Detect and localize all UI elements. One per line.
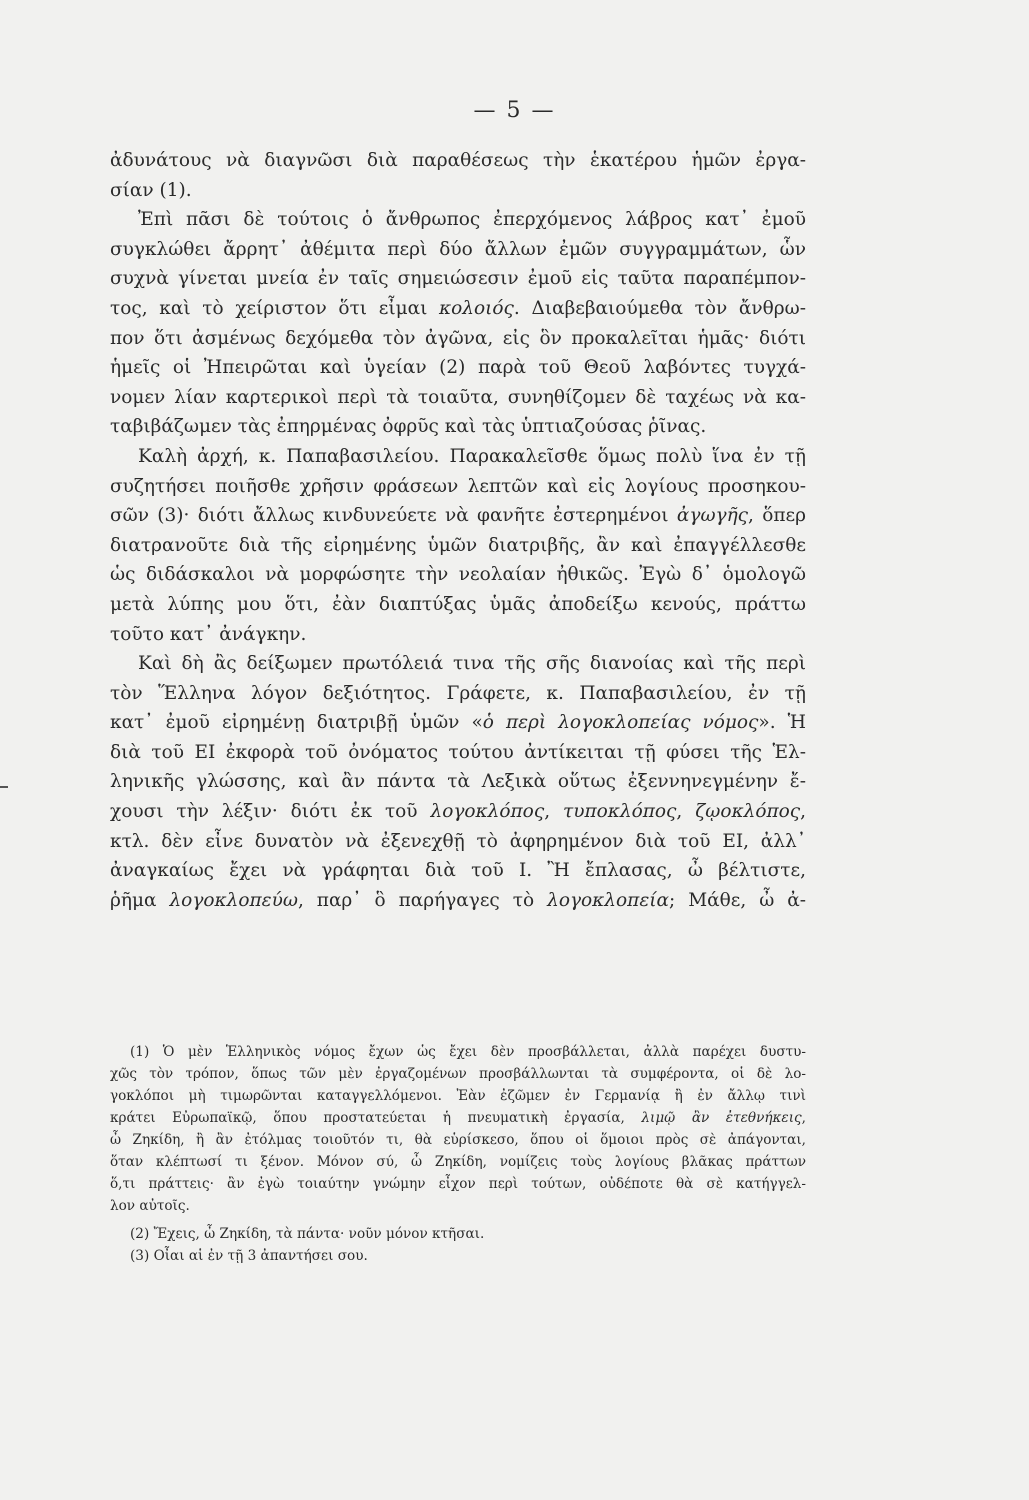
footnote-line: κράτει Εὐρωπαϊκῷ, ὅπου προστατεύεται ἡ πνευματικὴ ἐργασία, λιμῷ ἂν ἐτεθνήκεις, bbox=[110, 1110, 806, 1126]
text-line: τὸν Ἕλληνα λόγον δεξιότητος. Γράφετε, κ. Παπαβασιλείου, ἐν τῇ bbox=[110, 682, 806, 704]
text-line: ῥῆμα λογοκλοπεύω, παρ᾽ ὃ παρήγαγες τὸ λογοκλοπεία; Μάθε, ὦ ἀ- bbox=[110, 889, 806, 911]
text-line: Καλὴ ἀρχή, κ. Παπαβασιλείου. Παρακαλεῖσθε ὅμως πολὺ ἵνα ἐν τῇ bbox=[138, 445, 806, 467]
text-line: νομεν λίαν καρτερικοὶ περὶ τὰ τοιαῦτα, συνηθίζομεν δὲ ταχέως νὰ κα- bbox=[110, 386, 806, 408]
italic-text: ἀγωγῆς bbox=[676, 505, 749, 527]
text-line: μετὰ λύπης μου ὅτι, ἐὰν διαπτύξας ὑμᾶς ἀποδείξω κενούς, πράττω bbox=[110, 593, 806, 615]
text-line: πον ὅτι ἀσμένως δεχόμεθα τὸν ἀγῶνα, εἰς ὃν προκαλεῖται ἡμᾶς· διότι bbox=[110, 327, 806, 349]
italic-text: κολοιός bbox=[439, 297, 514, 319]
italic-text: λογοκλοπεία bbox=[547, 889, 669, 911]
footnote-line: (3) Οἶαι αἱ ἐν τῇ 3 ἀπαντήσει σου. bbox=[130, 1248, 368, 1264]
text-line: τος, καὶ τὸ χείριστον ὅτι εἶμαι κολοιός. Διαβεβαιούμεθα τὸν ἄνθρω- bbox=[110, 297, 806, 319]
text-line: σίαν (1). bbox=[110, 179, 192, 201]
text-line: συζητήσει ποιῆσθε χρῆσιν φράσεων λεπτῶν καὶ εἰς λογίους προσηκου- bbox=[110, 475, 806, 497]
text-line: διὰ τοῦ ΕΙ ἐκφορὰ τοῦ ὀνόματος τούτου ἀντίκειται τῇ φύσει τῆς Ἑλ- bbox=[110, 741, 806, 763]
text-line: συγκλώθει ἄρρητ᾽ ἀθέμιτα περὶ δύο ἄλλων ἐμῶν συγγραμμάτων, ὧν bbox=[110, 238, 806, 260]
text-line: κατ᾽ ἐμοῦ εἰρημένῃ διατριβῇ ὑμῶν «ὁ περὶ λογοκλοπείας νόμος». Ἡ bbox=[110, 712, 807, 734]
italic-text: λογοκλόπος bbox=[430, 801, 545, 823]
footnote-line: ὦ Ζηκίδη, ἢ ἂν ἐτόλμας τοιοῦτόν τι, θὰ εὑρίσκεσο, ὅπου οἱ ὅμοιοι πρὸς σὲ ἀπάγονται, bbox=[110, 1132, 806, 1148]
text-line: ἀναγκαίως ἔχει νὰ γράφηται διὰ τοῦ Ι. Ἢ ἔπλασας, ὦ βέλτιστε, bbox=[110, 860, 806, 882]
text-line: ἡμεῖς οἱ Ἠπειρῶται καὶ ὑγείαν (2) παρὰ τοῦ Θεοῦ λαβόντες τυγχά- bbox=[110, 357, 806, 379]
text-line: ληνικῆς γλώσσης, καὶ ἂν πάντα τὰ Λεξικὰ οὕτως ἐξεννηνεγμένην ἔ- bbox=[110, 771, 806, 793]
italic-text: τυποκλόπος bbox=[562, 801, 677, 823]
text-line: Ἐπὶ πᾶσι δὲ τούτοις ὁ ἄνθρωπος ἐπερχόμενος λάβρος κατ᾽ ἐμοῦ bbox=[138, 209, 806, 231]
text-line: Καὶ δὴ ἂς δείξωμεν πρωτόλειά τινα τῆς σῆς διανοίας καὶ τῆς περὶ bbox=[138, 653, 806, 675]
footnote-line: (2) Ἔχεις, ὦ Ζηκίδη, τὰ πάντα· νοῦν μόνον κτῆσαι. bbox=[130, 1226, 485, 1242]
text-line: σῶν (3)· διότι ἄλλως κινδυνεύετε νὰ φανῆτε ἐστερημένοι ἀγωγῆς, ὅπερ bbox=[110, 505, 806, 527]
footnote-line: χῶς τὸν τρόπον, ὅπως τῶν μὲν ἐργαζομένων προσβάλλωνται τὰ συμφέροντα, οἱ δὲ λο- bbox=[110, 1066, 806, 1082]
footnote-line: λον αὐτοῖς. bbox=[110, 1198, 190, 1214]
body-text bbox=[110, 146, 806, 915]
margin-mark bbox=[0, 786, 8, 788]
italic-text: λογοκλοπεύω bbox=[169, 889, 298, 911]
text-line: διατρανοῦτε διὰ τῆς εἰρημένης ὑμῶν διατριβῆς, ἂν καὶ ἐπαγγέλλεσθε bbox=[110, 534, 806, 556]
italic-text: ὁ περὶ λογοκλοπείας νόμος bbox=[482, 712, 759, 734]
text-line: χουσι τὴν λέξιν· διότι ἐκ τοῦ λογοκλόπος, τυποκλόπος, ζῳοκλόπος, bbox=[110, 801, 807, 823]
text-line: ταβιβάζωμεν τὰς ἐπηρμένας ὀφρῦς καὶ τὰς ὑπτιαζούσας ῥῖνας. bbox=[110, 416, 707, 438]
page-number: — 5 — bbox=[473, 98, 556, 123]
footnote-line: (1) Ὁ μὲν Ἑλληνικὸς νόμος ἔχων ὡς ἔχει δὲν προσβάλλεται, ἀλλὰ παρέχει δυστυ- bbox=[130, 1044, 806, 1060]
footnote-line: ὅ,τι πράττεις· ἂν ἐγὼ τοιαύτην γνώμην εἶχον περὶ τούτων, οὐδέποτε θὰ σὲ κατήγγελ- bbox=[110, 1176, 806, 1192]
footnote-line: ὅταν κλέπτωσί τι ξένον. Μόνον σύ, ὦ Ζηκίδη, νομίζεις τοὺς λογίους βλᾶκας πράττων bbox=[110, 1154, 806, 1170]
footnotes bbox=[110, 1041, 806, 1267]
text-line: τοῦτο κατ᾽ ἀνάγκην. bbox=[110, 623, 307, 645]
italic-text: λιμῷ ἂν ἐτεθνήκεις bbox=[641, 1110, 802, 1126]
italic-text: ζῳοκλόπος bbox=[695, 801, 801, 823]
text-line: συχνὰ γίνεται μνεία ἐν ταῖς σημειώσεσιν ἐμοῦ εἰς ταῦτα παραπέμπον- bbox=[110, 268, 806, 290]
text-line: κτλ. δὲν εἶνε δυνατὸν νὰ ἐξενεχθῇ τὸ ἀφηρημένον διὰ τοῦ ΕΙ, ἀλλ᾽ bbox=[110, 830, 806, 852]
text-line: ὡς διδάσκαλοι νὰ μορφώσητε τὴν νεολαίαν ἠθικῶς. Ἐγὼ δ᾽ ὁμολογῶ bbox=[110, 564, 806, 586]
footnote-line: γοκλόποι μὴ τιμωρῶνται καταγγελλόμενοι. Ἐὰν ἐζῶμεν ἐν Γερμανίᾳ ἢ ἐν ἄλλῳ τινὶ bbox=[110, 1088, 806, 1104]
text-line: ἀδυνάτους νὰ διαγνῶσι διὰ παραθέσεως τὴν ἑκατέρου ἡμῶν ἐργα- bbox=[110, 150, 806, 171]
